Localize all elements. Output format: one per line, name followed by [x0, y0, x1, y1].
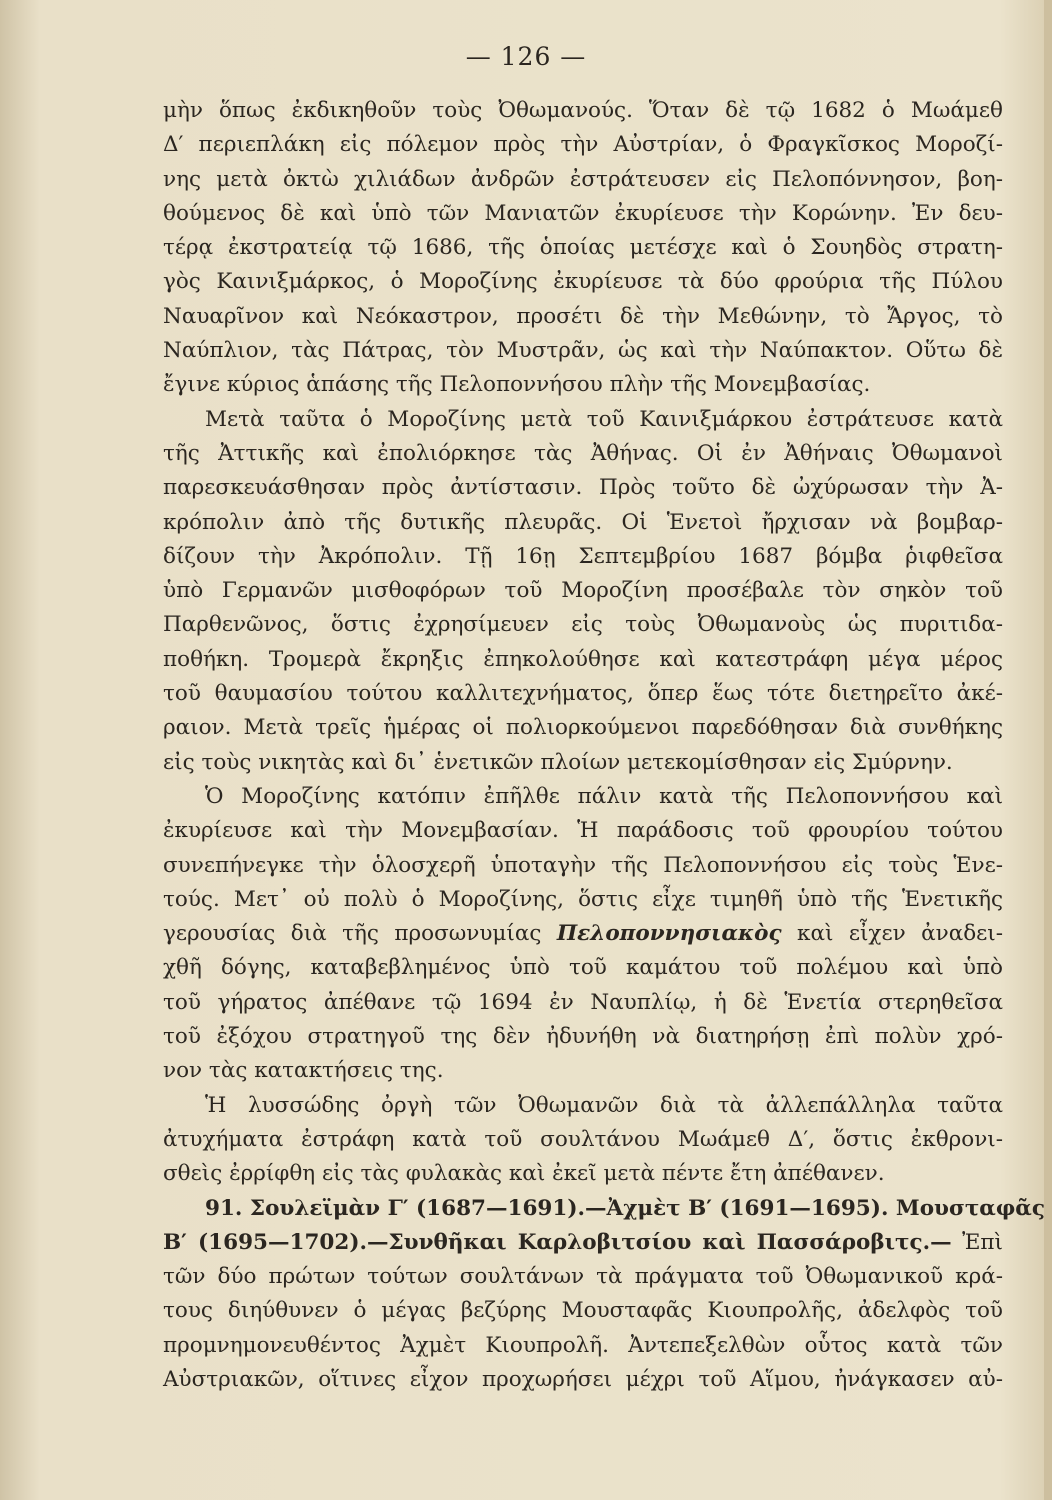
text-line — [163, 1089, 1003, 1123]
line-text: Παρθενῶνος, ὅστις ἐχρησίμευεν εἰς τοὺς Ὀθωμανοὺς ὡς πυριτιδα- — [163, 612, 1003, 638]
text-line — [163, 986, 1003, 1020]
text-line — [163, 94, 1003, 128]
text-line — [163, 1123, 1003, 1157]
line-text: ποθήκη. Τρομερὰ ἔκρηξις ἐπηκολούθησε καὶ κατεστράφη μέγα μέρος — [163, 646, 1003, 672]
page-number: — 126 — — [465, 42, 587, 71]
line-text: κρόπολιν ἀπὸ τῆς δυτικῆς πλευρᾶς. Οἱ Ἑνετοὶ ἤρχισαν νὰ βομβαρ- — [163, 509, 1003, 535]
text-line — [163, 1329, 1003, 1363]
line-text: νον τὰς κατακτήσεις της. — [163, 1058, 444, 1084]
line-text: χθῆ δόγης, καταβεβλημένος ὑπὸ τοῦ καμάτου τοῦ πολέμου καὶ ὑπὸ — [163, 955, 1003, 981]
text-line — [163, 197, 1003, 231]
line-text: Ναυαρῖνον καὶ Νεόκαστρον, προσέτι δὲ τὴν Μεθώνην, τὸ Ἄργος, τὸ — [163, 303, 1003, 329]
line-text: ραιον. Μετὰ τρεῖς ἡμέρας οἱ πολιορκούμενοι παρεδόθησαν διὰ συνθήκης — [163, 715, 1003, 741]
section-heading-line — [163, 1192, 1045, 1226]
line-text: Ἡ λυσσώδης ὀργὴ τῶν Ὀθωμανῶν διὰ τὰ ἀλλεπάλληλα ταῦτα — [205, 1092, 1003, 1118]
line-text: ἀτυχήματα ἐστράφη κατὰ τοῦ σουλτάνου Μωάμεθ Δ′, ὅστις ἐκθρονι- — [163, 1126, 1003, 1152]
text-line — [163, 883, 1003, 917]
text-line — [163, 780, 1003, 814]
text-line — [163, 506, 1003, 540]
text-line — [163, 471, 1003, 505]
text-line — [163, 334, 1003, 368]
text-line — [163, 1157, 1003, 1191]
line-text: προμνημονευθέντος Ἀχμὲτ Κιουπρολῆ. Ἀντεπεξελθὼν οὗτος κατὰ τῶν — [163, 1332, 1003, 1358]
line-text: ὑπὸ Γερμανῶν μισθοφόρων τοῦ Μοροζίνη προσέβαλε τὸν σηκὸν τοῦ — [163, 578, 1003, 604]
text-line — [163, 677, 1003, 711]
text-line — [163, 265, 1003, 299]
line-text: τῶν δύο πρώτων τούτων σουλτάνων τὰ πράγματα τοῦ Ὀθωμανικοῦ κρά- — [163, 1264, 1003, 1290]
text-line — [163, 608, 1003, 642]
heading-text: Β′ (1695—1702).—Συνθῆκαι Καρλοβιτσίου καὶ Πασσάροβιτς.— — [163, 1229, 952, 1255]
text-line — [163, 917, 1003, 951]
line-text: Ἐπὶ — [951, 1229, 1003, 1255]
emphasis-text: Πελοποννησιακὸς — [556, 921, 782, 947]
line-text: τέρᾳ ἐκστρατείᾳ τῷ 1686, τῆς ὁποίας μετέσχε καὶ ὁ Σουηδὸς στρατη- — [163, 235, 1003, 261]
heading-text: 91. Σουλεϊμὰν Γ′ (1687—1691).—Ἀχμὲτ Β′ (1691—1695). Μουσταφᾶς — [205, 1195, 1045, 1221]
line-text: θούμενος δὲ καὶ ὑπὸ τῶν Μανιατῶν ἐκυρίευσε τὴν Κορώνην. Ἐν δευ- — [163, 200, 1003, 226]
text-line — [163, 128, 1003, 162]
text-line — [163, 1020, 1003, 1054]
page-edge — [1044, 0, 1052, 1500]
line-text: Μετὰ ταῦτα ὁ Μοροζίνης μετὰ τοῦ Καινιξμάρκου ἐστράτευσε κατὰ — [205, 406, 1003, 432]
line-text: Αὐστριακῶν, οἵτινες εἶχον προχωρήσει μέχρι τοῦ Αἵμου, ἠνάγκασεν αὐ- — [163, 1366, 1003, 1392]
text-line — [163, 1054, 1003, 1088]
text-line — [163, 643, 1003, 677]
text-line — [163, 1294, 1003, 1328]
text-line — [163, 540, 1003, 574]
line-text: ἐκυρίευσε καὶ τὴν Μονεμβασίαν. Ἡ παράδοσις τοῦ φρουρίου τούτου — [163, 818, 1003, 844]
text-line — [163, 746, 1003, 780]
line-text: τοῦ ἐξόχου στρατηγοῦ της δὲν ἠδυνήθη νὰ διατηρήσῃ ἐπὶ πολὺν χρό- — [163, 1024, 1003, 1050]
text-line — [163, 1363, 1003, 1397]
line-text: τούς. Μετ᾿ οὐ πολὺ ὁ Μοροζίνης, ὅστις εἶχε τιμηθῆ ὑπὸ τῆς Ἑνετικῆς — [163, 886, 1003, 912]
line-text: συνεπήνεγκε τὴν ὁλοσχερῆ ὑποταγὴν τῆς Πελοποννήσου εἰς τοὺς Ἑνε- — [163, 852, 1003, 878]
text-line — [163, 849, 1003, 883]
text-line — [163, 951, 1003, 985]
line-text: ἔγινε κύριος ἁπάσης τῆς Πελοποννήσου πλὴν τῆς Μονεμβασίας. — [163, 372, 871, 398]
line-text: μὴν ὅπως ἐκδικηθοῦν τοὺς Ὀθωμανούς. Ὅταν δὲ τῷ 1682 ὁ Μωάμεθ — [163, 98, 1003, 123]
text-line — [163, 403, 1003, 437]
text-line — [163, 814, 1003, 848]
line-text: Δ′ περιεπλάκη εἰς πόλεμον πρὸς τὴν Αὐστρίαν, ὁ Φραγκῖσκος Μοροζί- — [163, 132, 1003, 158]
line-text: καὶ εἶχεν ἀναδει- — [781, 921, 1003, 947]
text-line — [163, 1260, 1003, 1294]
text-line — [163, 231, 1003, 265]
line-text: εἰς τοὺς νικητὰς καὶ δι᾿ ἑνετικῶν πλοίων μετεκομίσθησαν εἰς Σμύρνην. — [163, 749, 953, 775]
text-line — [163, 437, 1003, 471]
text-line — [163, 574, 1003, 608]
line-text: Ναύπλιον, τὰς Πάτρας, τὸν Μυστρᾶν, ὡς καὶ τὴν Ναύπακτον. Οὕτω δὲ — [163, 338, 1003, 364]
line-text: Ὁ Μοροζίνης κατόπιν ἐπῆλθε πάλιν κατὰ τῆς Πελοποννήσου καὶ — [205, 783, 1003, 809]
line-text: παρεσκευάσθησαν πρὸς ἀντίστασιν. Πρὸς τοῦτο δὲ ὠχύρωσαν τὴν Ἀ- — [163, 475, 1003, 501]
text-line — [163, 300, 1003, 334]
section-heading-line — [163, 1226, 1003, 1260]
line-text: γερουσίας διὰ τῆς προσωνυμίας — [163, 921, 557, 947]
line-text: σθεὶς ἐρρίφθη εἰς τὰς φυλακὰς καὶ ἐκεῖ μετὰ πέντε ἔτη ἀπέθανεν. — [163, 1161, 885, 1187]
line-text: νης μετὰ ὀκτὼ χιλιάδων ἀνδρῶν ἐστράτευσεν εἰς Πελοπόννησον, βοη- — [163, 166, 1003, 192]
text-line — [163, 368, 1003, 402]
text-line — [163, 163, 1003, 197]
line-text: τους διηύθυνεν ὁ μέγας βεζύρης Μουσταφᾶς Κιουπρολῆς, ἀδελφὸς τοῦ — [163, 1298, 1003, 1324]
line-text: τοῦ γήρατος ἀπέθανε τῷ 1694 ἐν Ναυπλίῳ, ἡ δὲ Ἑνετία στερηθεῖσα — [163, 989, 1003, 1015]
line-text: τῆς Ἀττικῆς καὶ ἐπολιόρκησε τὰς Ἀθήνας. Οἱ ἐν Ἀθήναις Ὀθωμανοὶ — [163, 440, 1003, 466]
text-line — [163, 711, 1003, 745]
line-text: γὸς Καινιξμάρκος, ὁ Μοροζίνης ἐκυρίευσε τὰ δύο φρούρια τῆς Πύλου — [163, 269, 1003, 295]
line-text: δίζουν τὴν Ἀκρόπολιν. Τῇ 16ῃ Σεπτεμβρίου 1687 βόμβα ῥιφθεῖσα — [163, 543, 1003, 569]
body-text — [163, 94, 1045, 1397]
line-text: τοῦ θαυμασίου τούτου καλλιτεχνήματος, ὅπερ ἕως τότε διετηρεῖτο ἀκέ- — [163, 681, 1003, 707]
